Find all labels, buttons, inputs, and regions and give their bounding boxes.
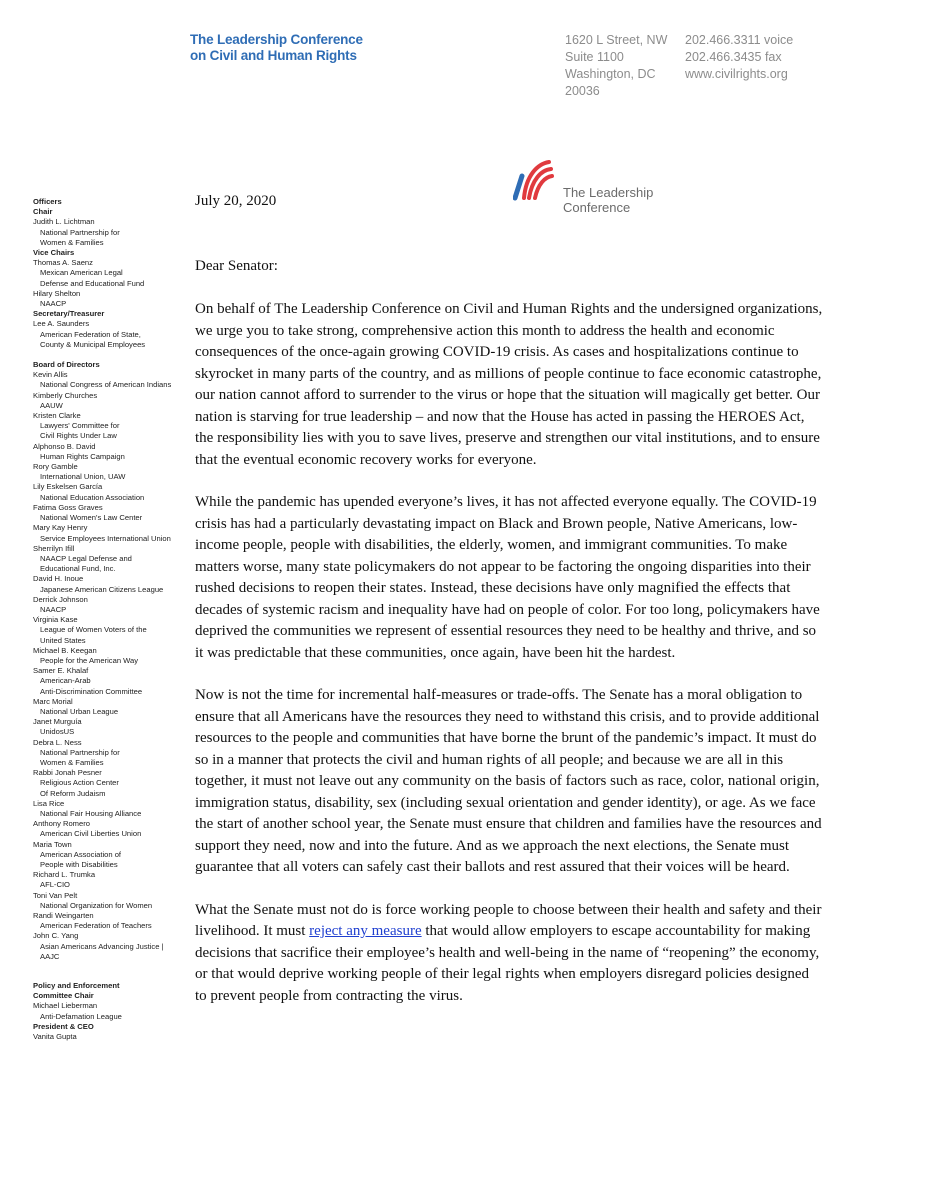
sidebar-member-org: NAACP Legal Defense and [40, 553, 132, 563]
website: www.civilrights.org [685, 67, 788, 81]
sidebar-spacer [33, 962, 183, 981]
org-name [190, 32, 363, 64]
sidebar-member-org: Anti-Defamation League [40, 1011, 122, 1021]
sidebar-member-name: Samer E. Khalaf [33, 666, 89, 676]
org-name-line2: on Civil and Human Rights [190, 48, 357, 63]
phone-voice: 202.466.3311 voice [685, 33, 794, 47]
sidebar-member-name: Kevin Allis [33, 370, 68, 380]
sidebar-member-org: County & Municipal Employees [40, 339, 146, 349]
sidebar-member-org: League of Women Voters of the [40, 625, 147, 635]
sidebar-member-org: Mexican American Legal [40, 268, 123, 278]
logo-text-line1: The Leadership [563, 185, 654, 200]
sidebar-member-org: Religious Action Center [40, 778, 119, 788]
sidebar-member-name: Alphonso B. David [33, 441, 96, 451]
contact-block [685, 32, 793, 83]
paragraph-4-text-end: that would allow employers to escape accountability for making decisions that sacrifice their employee’s health and well-being in the name of “reopening” the economy, or that would deprive working people of their legal rights when employers disregard policies designed to prevent people from contracting the virus. [195, 923, 820, 1004]
sidebar-member-org: National Partnership for [40, 747, 120, 757]
sidebar-member-name: Derrick Johnson [33, 594, 88, 604]
sidebar-member-org: Human Rights Campaign [40, 451, 125, 461]
sidebar-heading: Secretary/Treasurer [33, 309, 105, 319]
paragraph-4-text: What the Senate must not do is force working people to choose between their health and safety and their livelihood. It must [195, 901, 822, 939]
letter-date: July 20, 2020 [195, 193, 277, 209]
sidebar-member-name: Thomas A. Saenz [33, 258, 93, 268]
sidebar-member-org: American Association of [40, 849, 122, 859]
logo [513, 158, 673, 218]
sidebar-heading: Chair [33, 207, 53, 217]
logo-text-line2: Conference [563, 200, 631, 215]
sidebar-member-org: Asian Americans Advancing Justice | [40, 941, 164, 951]
sidebar-member-name: Vanita Gupta [33, 1032, 77, 1042]
sidebar-spacer [33, 350, 183, 360]
address-line: 20036 [565, 84, 600, 98]
sidebar-member-org: NAACP [40, 299, 67, 309]
sidebar-member-name: David H. Inoue [33, 574, 84, 584]
sidebar-member-org: Women & Families [40, 237, 104, 247]
paragraph-1: On behalf of The Leadership Conference on Civil and Human Rights and the undersigned organizations, we urge you to take strong, comprehensive action this month to address the health and economic consequences of the once-again growing COVID-19 crisis. As cases and hospitalizations continue to skyrocket in many parts of the country, and as millions of people continue to face economic catastrophe, our nation cannot afford to surrender to the virus or hope that the situation will magically get better. Our nation is starving for true leadership – and now that the House has acted in passing the HEROES Act, the responsibility lies with you to save lives, preserve and strengthen our vital institutions, and to ensure that the eventual economic recovery works for everyone. [195, 301, 823, 468]
sidebar-member-name: Debra L. Ness [33, 737, 82, 747]
sidebar-member-name: Rory Gamble [33, 462, 78, 472]
sidebar-member-name: Anthony Romero [33, 819, 90, 829]
sidebar-member-name: Kristen Clarke [33, 411, 81, 421]
sidebar-member-org: Educational Fund, Inc. [40, 564, 116, 574]
sidebar-member-org: United States [40, 635, 86, 645]
sidebar-member-name: Lee A. Saunders [33, 319, 90, 329]
sidebar-member-org: People for the American Way [40, 655, 139, 665]
sidebar-member-org: American Civil Liberties Union [40, 829, 142, 839]
logo-text [563, 185, 653, 215]
sidebar-member-name: Richard L. Trumka [33, 870, 96, 880]
address-block [565, 32, 667, 100]
sidebar-member-org: American-Arab [40, 676, 91, 686]
sidebar-member-org: National Partnership for [40, 227, 120, 237]
sidebar-member-name: Marc Morial [33, 696, 73, 706]
sidebar-member-org: National Education Association [40, 492, 145, 502]
sidebar-heading: Vice Chairs [33, 248, 75, 258]
sidebar-member-name: Kimberly Churches [33, 390, 98, 400]
sidebar-member-org: National Organization for Women [40, 900, 153, 910]
phone-fax: 202.466.3435 fax [685, 50, 782, 64]
address-line: Washington, DC [565, 67, 656, 81]
sidebar-member-name: Virginia Kase [33, 615, 78, 625]
sidebar-heading: Officers [33, 197, 62, 206]
logo-mark-icon [513, 158, 563, 203]
sidebar-member-name: Rabbi Jonah Pesner [33, 768, 102, 778]
sidebar-member-org: Service Employees International Union [40, 533, 171, 543]
sidebar-member-name: Maria Town [33, 839, 72, 849]
sidebar-member-name: Randi Weingarten [33, 911, 94, 921]
sidebar-member-name: Judith L. Lichtman [33, 217, 95, 227]
sidebar-member-org: Of Reform Judaism [40, 788, 106, 798]
sidebar-member-name: John C. Yang [33, 931, 79, 941]
sidebar-member-name: Michael Lieberman [33, 1001, 98, 1011]
address-line: Suite 1100 [565, 50, 624, 64]
sidebar-member-org: American Federation of State, [40, 329, 141, 339]
sidebar-heading: Board of Directors [33, 360, 100, 370]
sidebar-member-org: Civil Rights Under Law [40, 431, 117, 441]
sidebar-member-org: UnidosUS [40, 727, 75, 737]
sidebar-member-name: Toni Van Pelt [33, 890, 78, 900]
sidebar-member-name: Lisa Rice [33, 798, 65, 808]
sidebar-member-name: Janet Murguía [33, 717, 82, 727]
reject-any-measure-link[interactable]: reject any measure [309, 923, 422, 939]
sidebar-heading: Policy and Enforcement [33, 981, 120, 991]
sidebar-member-org: NAACP [40, 604, 67, 614]
sidebar-member-org: AAUW [40, 400, 63, 410]
sidebar-member-org: National Women's Law Center [40, 513, 143, 523]
sidebar-member-org: Lawyers' Committee for [40, 421, 120, 431]
sidebar-heading: Committee Chair [33, 991, 94, 1001]
sidebar-member-name: Sherrilyn Ifill [33, 543, 75, 553]
sidebar-member-org: National Congress of American Indians [40, 380, 172, 390]
sidebar-member-name: Fatima Goss Graves [33, 502, 103, 512]
letter-body [195, 299, 823, 1028]
sidebar-heading: President & CEO [33, 1021, 94, 1031]
sidebar-member-org: Defense and Educational Fund [40, 278, 145, 288]
org-name-line1: The Leadership Conference [190, 32, 363, 47]
sidebar-member-org: National Fair Housing Alliance [40, 808, 142, 818]
sidebar-member-name: Mary Kay Henry [33, 523, 88, 533]
paragraph-3: Now is not the time for incremental half-measures or trade-offs. The Senate has a moral obligation to ensure that all Americans have the resources they need to withstand this crisis, and to provide additional resources to the people and communities that have borne the brunt of the pandemic’s impact. It must do so in a manner that protects the civil and human rights of all people; and because we are all in this together, it must not leave out any community on the basis of factors such as race, color, national origin, immigration status, disability, sex (including sexual orientation and gender identity), or age. As we face the start of another school year, the Senate must ensure that children and families have the resources and support they need, now and into the future. And as we approach the next elections, the Senate must guarantee that all voters can safely cast their ballots and rest assured that their voices will be heard. [195, 687, 822, 875]
sidebar-member-org: People with Disabilities [40, 860, 118, 869]
address-line: 1620 L Street, NW [565, 33, 668, 47]
board-sidebar [33, 197, 183, 1042]
salutation: Dear Senator: [195, 258, 278, 274]
sidebar-member-org: International Union, UAW [40, 472, 126, 482]
sidebar-member-name: Lily Eskelsen García [33, 482, 103, 492]
sidebar-member-org: National Urban League [40, 706, 119, 716]
sidebar-member-name: Hilary Shelton [33, 288, 81, 298]
sidebar-member-org: Women & Families [40, 757, 104, 767]
paragraph-2: While the pandemic has upended everyone’s lives, it has not affected everyone equally. The COVID-19 crisis has had a particularly devastating impact on Black and Brown people, Native Americans, low-income people, people with disabilities, the elderly, women, and immigrant communities. To make matters worse, many state policymakers do not appear to be factoring the ongoing disparities into their rushed decisions to reopen their states. Instead, these decisions have only magnified the effects that decades of systemic racism and inequality have had on people of color. For too long, policymakers have deprived the communities we represent of essential resources they need to be healthy and thrive, and so it was predictable that these communities, once again, have been hit the hardest. [195, 494, 820, 661]
sidebar-member-org: American Federation of Teachers [40, 921, 152, 931]
paragraph-4 [195, 900, 823, 1008]
sidebar-member-name: Michael B. Keegan [33, 645, 97, 655]
sidebar-member-org: Japanese American Citizens League [40, 584, 164, 594]
sidebar-member-org: AAJC [40, 951, 60, 961]
sidebar-member-org: Anti-Discrimination Committee [40, 686, 143, 696]
sidebar-member-org: AFL-CIO [40, 880, 70, 890]
